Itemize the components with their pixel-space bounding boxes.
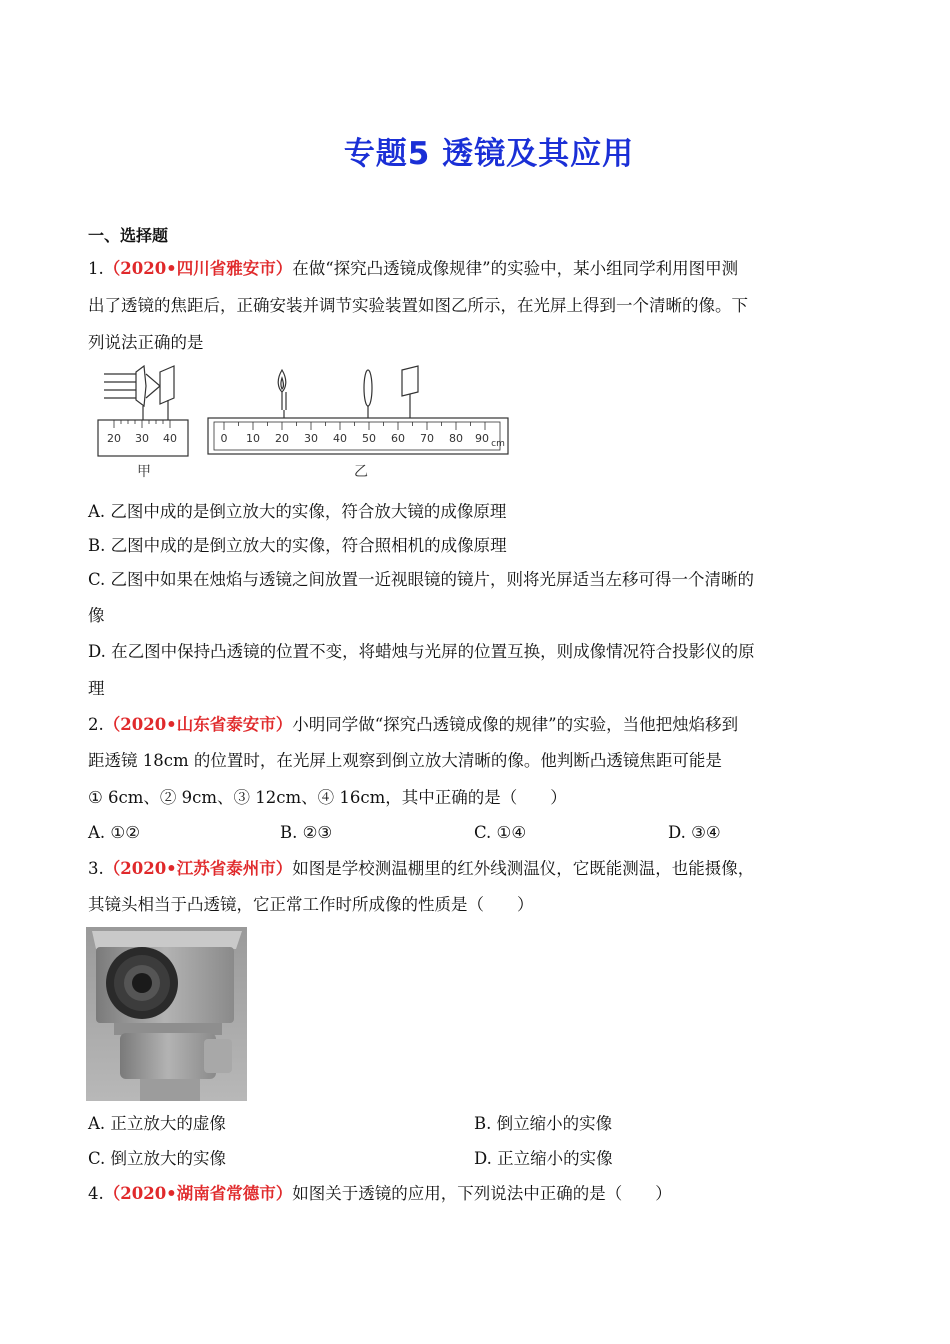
q3-text-1: 如图是学校测温棚里的红外线测温仪，它既能测温，也能摄像， (292, 859, 755, 878)
q2-text-3: ① 6cm、② 9cm、③ 12cm、④ 16cm，其中正确的是（ ） (88, 788, 567, 807)
thermometer-camera-photo (86, 927, 247, 1101)
q2-text-1: 小明同学做“探究凸透镜成像的规律”的实验，当他把烛焰移到 (292, 715, 739, 734)
yi-label: 乙 (354, 464, 368, 480)
section-heading: 一、选择题 (88, 226, 169, 245)
q1-text-2: 出了透镜的焦距后，正确安装并调节实验装置如图乙所示，在光屏上得到一个清晰的像。下 (88, 296, 748, 315)
yi-tick: 80 (449, 432, 463, 445)
q2-option-b[interactable]: B. ②③ (280, 823, 333, 842)
q1-option-d-cont: 理 (88, 679, 105, 698)
q1-line1 (88, 258, 738, 280)
q3-option-c[interactable]: C. 倒立放大的实像 (88, 1149, 227, 1168)
figure-yi (206, 362, 516, 482)
yi-tick: 0 (220, 432, 228, 445)
q3-option-b[interactable]: B. 倒立缩小的实像 (474, 1114, 613, 1133)
q3-text-2: 其镜头相当于凸透镜，它正常工作时所成像的性质是（ ） (88, 895, 534, 914)
q2-line1 (88, 714, 738, 736)
q2-option-d[interactable]: D. ③④ (668, 823, 721, 842)
q1-text-3: 列说法正确的是 (88, 333, 204, 352)
yi-unit: cm (491, 439, 505, 449)
q1-option-a[interactable]: A. 乙图中成的是倒立放大的实像，符合放大镜的成像原理 (88, 502, 507, 521)
yi-tick: 10 (246, 432, 260, 445)
q4-source: （2020•湖南省常德市） (103, 1184, 293, 1203)
q1-number: 1. (88, 259, 104, 278)
q1-source: （2020•四川省雅安市） (103, 259, 293, 278)
q2-option-a[interactable]: A. ①② (88, 823, 140, 842)
q1-option-b[interactable]: B. 乙图中成的是倒立放大的实像，符合照相机的成像原理 (88, 536, 507, 555)
q3-line1 (88, 858, 754, 880)
q3-option-d[interactable]: D. 正立缩小的实像 (474, 1149, 613, 1168)
yi-tick: 20 (275, 432, 289, 445)
q2-number: 2. (88, 715, 104, 734)
yi-tick: 70 (420, 432, 434, 445)
yi-tick: 60 (391, 432, 405, 445)
yi-tick: 40 (333, 432, 347, 445)
q2-option-c[interactable]: C. ①④ (474, 823, 527, 842)
figure-jia (96, 362, 192, 482)
q3-number: 3. (88, 859, 104, 878)
jia-tick: 30 (135, 432, 149, 445)
jia-label: 甲 (137, 464, 151, 480)
yi-tick: 50 (362, 432, 376, 445)
page-title: 专题5 透镜及其应用 (343, 136, 635, 172)
q2-text-2: 距透镜 18cm 的位置时，在光屏上观察到倒立放大清晰的像。他判断凸透镜焦距可能是 (88, 751, 722, 770)
q4-text-1: 如图关于透镜的应用，下列说法中正确的是（ ） (292, 1184, 672, 1203)
q1-text-1: 在做“探究凸透镜成像规律”的实验中，某小组同学利用图甲测 (292, 259, 739, 278)
q4-line1 (88, 1183, 672, 1205)
yi-tick: 90 (475, 432, 489, 445)
q1-option-d[interactable]: D. 在乙图中保持凸透镜的位置不变，将蜡烛与光屏的位置互换，则成像情况符合投影仪的原 (88, 642, 755, 661)
yi-tick: 30 (304, 432, 318, 445)
q1-option-c[interactable]: C. 乙图中如果在烛焰与透镜之间放置一近视眼镜的镜片，则将光屏适当左移可得一个清晰的 (88, 570, 755, 589)
q3-option-a[interactable]: A. 正立放大的虚像 (88, 1114, 226, 1133)
jia-tick: 20 (107, 432, 121, 445)
q2-source: （2020•山东省泰安市） (103, 715, 293, 734)
jia-tick: 40 (163, 432, 177, 445)
q3-source: （2020•江苏省泰州市） (103, 859, 293, 878)
q1-option-c-cont: 像 (88, 606, 105, 625)
q4-number: 4. (88, 1184, 104, 1203)
